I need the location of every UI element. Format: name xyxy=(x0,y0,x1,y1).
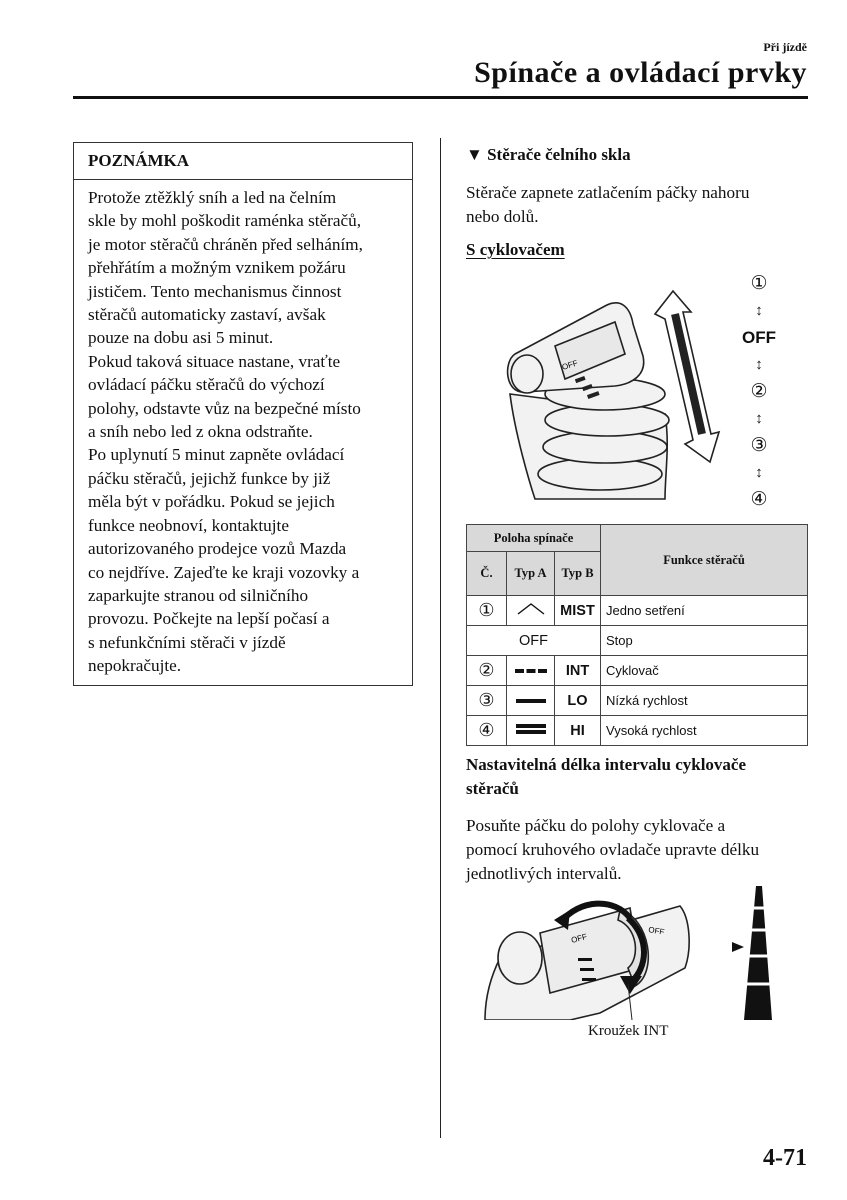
note-line: funkce neobnoví, kontaktujte xyxy=(88,515,289,535)
note-line: skle by mohl poškodit raménka stěračů, xyxy=(88,211,362,231)
table-header-group: Poloha spínače xyxy=(467,525,601,552)
row-type-b: MIST xyxy=(555,596,601,626)
lever-off-mark: OFF xyxy=(570,932,588,945)
dashed-line-icon xyxy=(507,656,555,686)
note-line: nepokračujte. xyxy=(88,656,182,676)
pointer-icon xyxy=(732,942,744,952)
row-type-b: INT xyxy=(555,656,601,686)
table-row xyxy=(467,656,808,686)
section-label: Při jízdě xyxy=(763,40,807,54)
note-heading: POZNÁMKA xyxy=(74,143,412,180)
note-line: pouze na dobu asi 5 minut. xyxy=(88,328,274,348)
row-number: ④ xyxy=(467,716,507,746)
note-line: autorizovaného prodejce vozů Mazda xyxy=(88,539,347,559)
double-line-icon xyxy=(507,716,555,746)
note-line: co nejdříve. Zajeďte ke kraji vozovky a xyxy=(88,562,360,582)
interval-text-line: jednotlivých intervalů. xyxy=(466,864,622,883)
page-title: Spínače a ovládací prvky xyxy=(474,56,807,89)
table-header-type-b: Typ B xyxy=(555,552,601,596)
column-divider xyxy=(440,138,441,1138)
table-row xyxy=(467,716,808,746)
page-number: 4-71 xyxy=(763,1145,807,1171)
row-number: ① xyxy=(467,596,507,626)
table-row xyxy=(467,686,808,716)
int-mark xyxy=(578,958,592,961)
updown-arrow-icon: ↕ xyxy=(755,302,763,319)
updown-arrow-icon: ↕ xyxy=(755,464,763,481)
row-number: ② xyxy=(467,656,507,686)
interval-scale-icon xyxy=(730,886,774,1020)
note-line: zaparkujte stranou od silničního xyxy=(88,585,309,605)
lever-off-mark: OFF xyxy=(560,358,579,372)
table-row xyxy=(467,596,808,626)
note-line: jističem. Tento mechanismus činnost xyxy=(88,281,342,301)
note-line: s nefunkčními stěrači v jízdě xyxy=(88,632,286,652)
note-line: a sníh nebo led z okna odstraňte. xyxy=(88,422,313,442)
lever-tip xyxy=(498,932,542,984)
interval-text-line: pomocí kruhového ovladače upravte délku xyxy=(466,840,760,859)
ring-off-mark: OFF xyxy=(647,925,665,937)
row-function: Stop xyxy=(601,626,808,656)
updown-arrow-icon: ↕ xyxy=(755,410,763,427)
int-ring-caption: Kroužek INT xyxy=(588,1023,669,1039)
note-line: je motor stěračů chráněn před selháním, xyxy=(88,234,363,254)
wipers-intro-line: nebo dolů. xyxy=(466,207,539,226)
note-line: měla být v pořádku. Pokud se jejich xyxy=(88,492,335,512)
int-mark xyxy=(582,978,596,981)
table-row xyxy=(467,626,808,656)
table-header-function: Funkce stěračů xyxy=(601,525,808,596)
single-line-icon xyxy=(507,686,555,716)
note-line: provozu. Počkejte na lepší počasí a xyxy=(88,609,330,629)
note-line: Po uplynutí 5 minut zapněte ovládací xyxy=(88,445,345,465)
wipers-intro-line: Stěrače zapnete zatlačením páčky nahoru xyxy=(466,183,750,202)
interval-heading-line: stěračů xyxy=(466,779,519,798)
note-line: Protože ztěžklý sníh a led na čelním xyxy=(88,188,337,207)
updown-arrow-icon: ↕ xyxy=(755,356,763,373)
row-number: ③ xyxy=(467,686,507,716)
note-line: ovládací páčku stěračů do výchozí xyxy=(88,375,325,395)
wiper-positions-table xyxy=(466,524,808,746)
position-1-icon: ① xyxy=(750,273,768,294)
row-function: Vysoká rychlost xyxy=(601,716,808,746)
position-3-icon: ③ xyxy=(750,435,768,456)
interval-text-line: Posuňte páčku do polohy cyklovače a xyxy=(466,816,726,835)
note-line: stěračů automaticky zastaví, avšak xyxy=(88,305,326,325)
int-ring-illustration xyxy=(480,888,710,1020)
caret-up-icon xyxy=(507,596,555,626)
note-line: polohy, odstavte vůz na bezpečné místo xyxy=(88,398,361,418)
row-off: OFF xyxy=(467,626,601,656)
wiper-lever-illustration xyxy=(505,284,730,504)
title-rule xyxy=(73,96,808,99)
lever-tip xyxy=(511,355,543,393)
subheading-with-intermittent: S cyklovačem xyxy=(466,240,565,259)
int-mark xyxy=(580,968,594,971)
position-4-icon: ④ xyxy=(750,489,768,510)
note-box xyxy=(73,142,413,686)
interval-heading-line: Nastavitelná délka intervalu cyklovače xyxy=(466,755,747,774)
note-line: páčku stěračů, jejichž funkce by již xyxy=(88,468,331,488)
note-line: přehřátím a možným vznikem požáru xyxy=(88,258,346,278)
table-header-type-a: Typ A xyxy=(507,552,555,596)
row-type-b: HI xyxy=(555,716,601,746)
note-line: Pokud taková situace nastane, vraťte xyxy=(88,351,341,371)
table-header-number: Č. xyxy=(467,552,507,596)
row-function: Cyklovač xyxy=(601,656,808,686)
row-function: Nízká rychlost xyxy=(601,686,808,716)
position-off: OFF xyxy=(742,328,776,347)
position-legend xyxy=(735,272,783,512)
note-body xyxy=(74,180,412,678)
row-type-b: LO xyxy=(555,686,601,716)
wipers-heading: ▼ Stěrače čelního skla xyxy=(466,145,631,164)
row-function: Jedno setření xyxy=(601,596,808,626)
position-2-icon: ② xyxy=(750,381,768,402)
